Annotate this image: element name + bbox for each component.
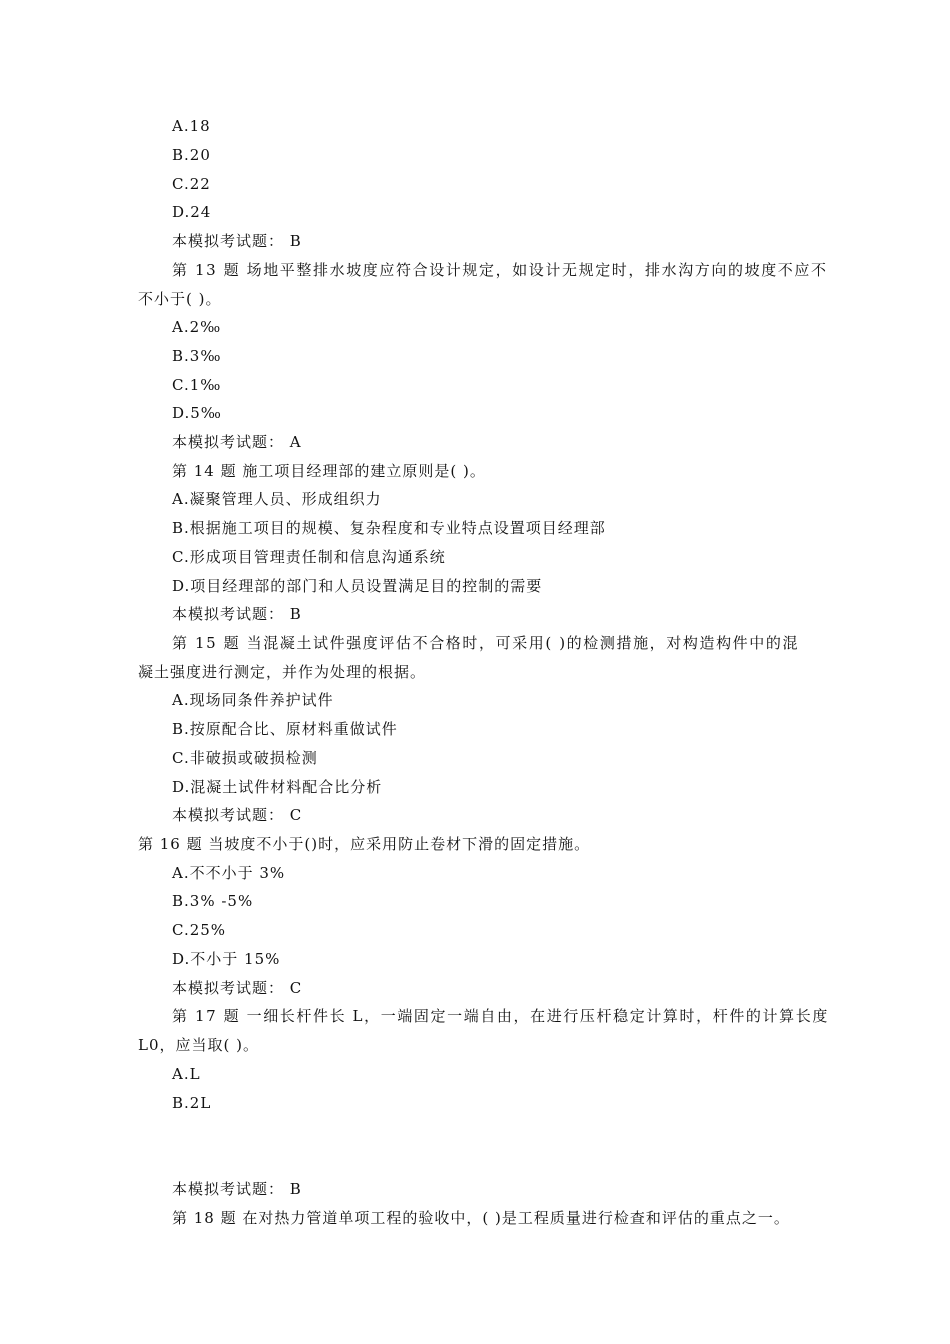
option-b-q17: B.2L xyxy=(172,1094,212,1112)
option-b-q13: B.3‰ xyxy=(172,347,222,365)
option-d-q13: D.5‰ xyxy=(172,404,222,422)
option-b-q15: B.按原配合比、原材料重做试件 xyxy=(172,720,398,738)
question-13-text-continued: 不小于( )。 xyxy=(138,290,222,308)
option-a-q14: A.凝聚管理人员、形成组织力 xyxy=(172,490,382,508)
option-a-q15: A.现场同条件养护试件 xyxy=(172,691,334,709)
option-d-q16: D.不小于 15% xyxy=(172,950,281,968)
option-a-q13: A.2‰ xyxy=(172,318,222,336)
option-c-q12: C.22 xyxy=(172,175,211,193)
option-d-q15: D.混凝土试件材料配合比分析 xyxy=(172,778,383,796)
option-d-q14: D.项目经理部的部门和人员设置满足目的控制的需要 xyxy=(172,577,543,595)
question-15-text-continued: 凝土强度进行测定，并作为处理的根据。 xyxy=(138,663,427,681)
option-c-q14: C.形成项目管理责任制和信息沟通系统 xyxy=(172,548,446,566)
question-13-text: 第 13 题 场地平整排水坡度应符合设计规定，如设计无规定时，排水沟方向的坡度不应不 xyxy=(172,261,828,279)
option-c-q15: C.非破损或破损检测 xyxy=(172,749,318,767)
option-d-q12: D.24 xyxy=(172,203,212,221)
option-c-q13: C.1‰ xyxy=(172,376,222,394)
answer-q14: 本模拟考试题： B xyxy=(172,605,302,623)
answer-q12: 本模拟考试题： B xyxy=(172,232,302,250)
option-a-q17: A.L xyxy=(172,1065,201,1083)
answer-q15: 本模拟考试题： C xyxy=(172,806,303,824)
answer-q16: 本模拟考试题： C xyxy=(172,979,303,997)
answer-q13: 本模拟考试题： A xyxy=(172,433,302,451)
option-c-q16: C.25% xyxy=(172,921,227,939)
question-18-text: 第 18 题 在对热力管道单项工程的验收中，( )是工程质量进行检查和评估的重点之一。 xyxy=(172,1209,790,1227)
question-17-text: 第 17 题 一细长杆件长 L，一端固定一端自由，在进行压杆稳定计算时，杆件的计算长度 xyxy=(172,1007,829,1025)
option-b-q12: B.20 xyxy=(172,146,211,164)
option-b-q16: B.3% -5% xyxy=(172,892,254,910)
answer-q17: 本模拟考试题： B xyxy=(172,1180,302,1198)
option-b-q14: B.根据施工项目的规模、复杂程度和专业特点设置项目经理部 xyxy=(172,519,606,537)
question-15-text: 第 15 题 当混凝土试件强度评估不合格时，可采用( )的检测措施，对构造构件中的混 xyxy=(172,634,800,652)
option-a-q12: A.18 xyxy=(172,117,211,135)
question-17-text-continued: L0，应当取( )。 xyxy=(138,1036,259,1054)
question-14-text: 第 14 题 施工项目经理部的建立原则是( )。 xyxy=(172,462,486,480)
question-16-text: 第 16 题 当坡度不小于()时，应采用防止卷材下滑的固定措施。 xyxy=(138,835,591,853)
option-a-q16: A.不不小于 3% xyxy=(172,864,286,882)
